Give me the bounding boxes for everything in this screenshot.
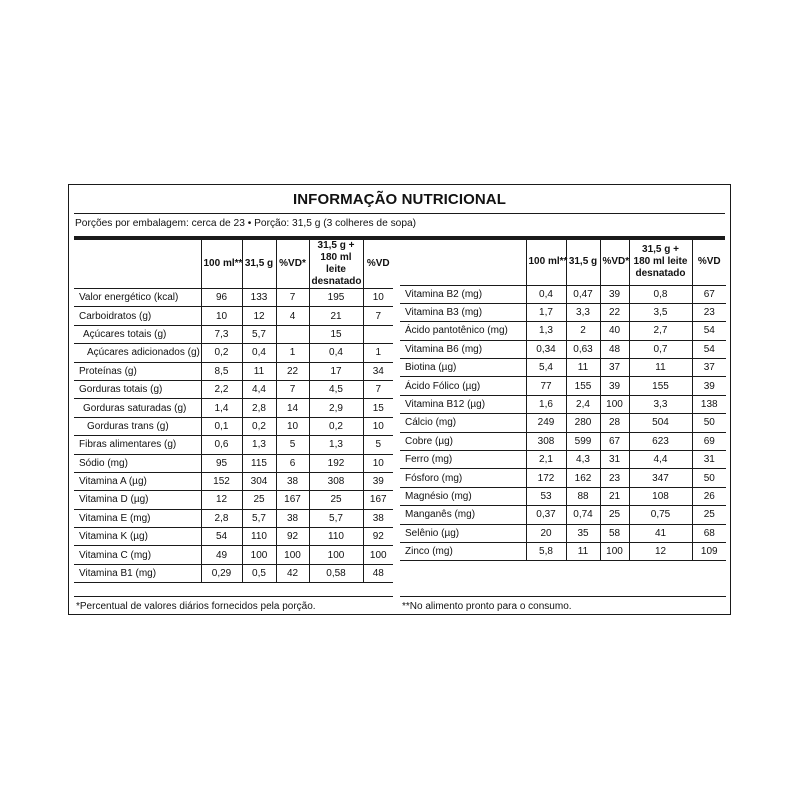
nutrient-value: 280 [566, 414, 600, 432]
table-row [400, 340, 726, 358]
nutrient-value: 34 [363, 362, 393, 380]
nutrient-label: Cobre (µg) [400, 432, 526, 450]
nutrient-value: 100 [242, 546, 276, 564]
nutrient-value: 95 [201, 454, 242, 472]
nutrient-value: 6 [276, 454, 309, 472]
nutrient-value: 31 [692, 451, 726, 469]
table-row [400, 395, 726, 413]
nutrient-value: 0,63 [566, 340, 600, 358]
nutrient-value: 0,47 [566, 285, 600, 303]
footnote-left: *Percentual de valores diários fornecidos pela porção. [76, 601, 316, 612]
table-row [74, 362, 393, 380]
nutrient-label: Vitamina E (mg) [74, 509, 201, 527]
nutrient-label: Biotina (µg) [400, 359, 526, 377]
nutrient-value: 21 [600, 487, 629, 505]
column-header [74, 240, 201, 289]
column-header: 31,5 g + 180 ml leite desnatado [309, 240, 363, 289]
nutrient-value: 100 [363, 546, 393, 564]
nutrient-value: 1,3 [242, 436, 276, 454]
nutrient-value: 11 [629, 359, 692, 377]
table-row [400, 451, 726, 469]
nutrient-value [276, 325, 309, 343]
nutrient-label: Açúcares totais (g) [74, 325, 201, 343]
nutrient-value: 100 [600, 542, 629, 560]
table-row [400, 285, 726, 303]
nutrient-label: Vitamina K (µg) [74, 528, 201, 546]
table-row [74, 307, 393, 325]
table-row [400, 506, 726, 524]
nutrient-value: 504 [629, 414, 692, 432]
nutrient-value: 25 [309, 491, 363, 509]
nutrient-value: 10 [363, 454, 393, 472]
nutrient-value: 25 [692, 506, 726, 524]
nutrient-label: Ácido pantotênico (mg) [400, 322, 526, 340]
table-row [74, 528, 393, 546]
nutrient-value: 25 [600, 506, 629, 524]
nutrient-value: 308 [526, 432, 566, 450]
nutrient-value: 69 [692, 432, 726, 450]
panel-title: INFORMAÇÃO NUTRICIONAL [292, 191, 506, 208]
nutrient-value: 138 [692, 395, 726, 413]
nutrient-value: 11 [566, 542, 600, 560]
nutrient-value: 23 [692, 303, 726, 321]
nutrient-value: 4,5 [309, 380, 363, 398]
nutrient-value: 162 [566, 469, 600, 487]
nutrient-value: 599 [566, 432, 600, 450]
nutrient-value: 2,9 [309, 399, 363, 417]
nutrient-label: Fibras alimentares (g) [74, 436, 201, 454]
nutrient-value: 67 [692, 285, 726, 303]
nutrient-value: 8,5 [201, 362, 242, 380]
nutrient-value: 2,2 [201, 380, 242, 398]
nutrient-value: 39 [600, 377, 629, 395]
nutrient-value: 68 [692, 524, 726, 542]
nutrient-label: Gorduras totais (g) [74, 380, 201, 398]
column-header: %VD [363, 240, 393, 289]
nutrient-label: Vitamina B2 (mg) [400, 285, 526, 303]
nutrient-value: 1,3 [309, 436, 363, 454]
nutrient-value: 304 [242, 472, 276, 490]
nutrient-value: 0,29 [201, 564, 242, 582]
nutrient-value: 0,2 [242, 417, 276, 435]
nutrient-label: Proteínas (g) [74, 362, 201, 380]
nutrient-value: 1 [363, 344, 393, 362]
nutrient-label: Gorduras trans (g) [74, 417, 201, 435]
nutrient-value: 37 [692, 359, 726, 377]
nutrient-value: 110 [309, 528, 363, 546]
column-header: 100 ml** [201, 240, 242, 289]
nutrient-value: 4 [276, 307, 309, 325]
nutrient-value: 623 [629, 432, 692, 450]
nutrient-value: 0,74 [566, 506, 600, 524]
nutrient-value: 0,58 [309, 564, 363, 582]
nutrient-value: 5,7 [242, 325, 276, 343]
table-row [74, 564, 393, 582]
nutrient-value: 11 [242, 362, 276, 380]
nutrient-label: Zinco (mg) [400, 542, 526, 560]
footnote-divider-right [400, 596, 726, 597]
nutrient-value: 100 [276, 546, 309, 564]
nutrient-label: Ferro (mg) [400, 451, 526, 469]
nutrient-value: 1,3 [526, 322, 566, 340]
nutrient-value: 31 [600, 451, 629, 469]
nutrient-value: 0,1 [201, 417, 242, 435]
nutrient-value: 39 [600, 285, 629, 303]
nutrient-value: 7 [363, 307, 393, 325]
nutrient-value: 15 [309, 325, 363, 343]
nutrient-value: 2 [566, 322, 600, 340]
nutrient-value: 4,3 [566, 451, 600, 469]
nutrient-value: 0,34 [526, 340, 566, 358]
table-row [400, 487, 726, 505]
nutrient-value: 167 [363, 491, 393, 509]
nutrient-value: 21 [309, 307, 363, 325]
nutrient-value: 22 [276, 362, 309, 380]
nutrient-value: 10 [276, 417, 309, 435]
nutrient-value: 88 [566, 487, 600, 505]
nutrient-value: 108 [629, 487, 692, 505]
nutrient-value: 35 [566, 524, 600, 542]
nutrient-value: 5,7 [309, 509, 363, 527]
nutrient-value: 15 [363, 399, 393, 417]
nutrient-value: 12 [629, 542, 692, 560]
nutrient-value: 0,4 [242, 344, 276, 362]
table-row [74, 509, 393, 527]
nutrient-value: 0,2 [309, 417, 363, 435]
column-header: 31,5 g + 180 ml leite desnatado [629, 240, 692, 285]
nutrient-value: 1,6 [526, 395, 566, 413]
nutrient-value: 17 [309, 362, 363, 380]
nutrient-value: 3,5 [629, 303, 692, 321]
nutrient-value: 37 [600, 359, 629, 377]
table-header-row [74, 240, 393, 289]
nutrient-value: 155 [629, 377, 692, 395]
nutrient-label: Gorduras saturadas (g) [74, 399, 201, 417]
nutrient-value: 96 [201, 289, 242, 307]
nutrient-value: 167 [276, 491, 309, 509]
nutrient-value: 110 [242, 528, 276, 546]
column-header: %VD* [276, 240, 309, 289]
nutrient-label: Carboidratos (g) [74, 307, 201, 325]
nutrient-value: 5 [363, 436, 393, 454]
nutrient-value: 155 [566, 377, 600, 395]
table-row [74, 491, 393, 509]
nutrient-value: 3,3 [629, 395, 692, 413]
nutrient-value: 10 [363, 289, 393, 307]
nutrient-value: 23 [600, 469, 629, 487]
nutrient-value: 7 [276, 289, 309, 307]
nutrient-value: 39 [363, 472, 393, 490]
nutrient-value: 100 [600, 395, 629, 413]
nutrient-value [363, 325, 393, 343]
nutrient-value: 39 [692, 377, 726, 395]
nutrient-label: Sódio (mg) [74, 454, 201, 472]
table-row [400, 322, 726, 340]
nutrient-value: 7 [363, 380, 393, 398]
table-row [74, 399, 393, 417]
table-row [400, 524, 726, 542]
nutrient-value: 92 [363, 528, 393, 546]
nutrient-label: Vitamina B12 (µg) [400, 395, 526, 413]
column-header: %VD* [600, 240, 629, 285]
nutrient-value: 109 [692, 542, 726, 560]
table-row [74, 325, 393, 343]
column-header: %VD [692, 240, 726, 285]
nutrient-value: 54 [201, 528, 242, 546]
nutrient-value: 0,37 [526, 506, 566, 524]
nutrient-value: 0,4 [309, 344, 363, 362]
nutrient-value: 53 [526, 487, 566, 505]
nutrient-value: 2,1 [526, 451, 566, 469]
nutrient-label: Vitamina D (µg) [74, 491, 201, 509]
nutrient-value: 100 [309, 546, 363, 564]
nutrient-value: 14 [276, 399, 309, 417]
table-row [400, 359, 726, 377]
nutrient-value: 38 [363, 509, 393, 527]
nutrient-value: 50 [692, 469, 726, 487]
table-row [74, 546, 393, 564]
nutrient-value: 195 [309, 289, 363, 307]
nutrient-value: 4,4 [629, 451, 692, 469]
nutrient-value: 2,4 [566, 395, 600, 413]
nutrient-value: 0,2 [201, 344, 242, 362]
nutrient-value: 40 [600, 322, 629, 340]
nutrient-label: Magnésio (mg) [400, 487, 526, 505]
nutrient-value: 28 [600, 414, 629, 432]
nutrient-value: 0,8 [629, 285, 692, 303]
footnote-right: **No alimento pronto para o consumo. [402, 601, 572, 612]
nutrient-label: Valor energético (kcal) [74, 289, 201, 307]
nutrient-value: 4,4 [242, 380, 276, 398]
nutrient-value: 5,7 [242, 509, 276, 527]
nutrition-facts-panel [68, 184, 731, 615]
nutrient-value: 0,7 [629, 340, 692, 358]
nutrient-value: 12 [201, 491, 242, 509]
nutrient-label: Vitamina C (mg) [74, 546, 201, 564]
nutrient-value: 50 [692, 414, 726, 432]
table-row [74, 436, 393, 454]
nutrient-value: 0,6 [201, 436, 242, 454]
nutrient-value: 115 [242, 454, 276, 472]
table-row [400, 542, 726, 560]
nutrient-value: 3,3 [566, 303, 600, 321]
nutrient-value: 5,4 [526, 359, 566, 377]
nutrient-value: 0,4 [526, 285, 566, 303]
nutrient-value: 92 [276, 528, 309, 546]
nutrient-value: 38 [276, 472, 309, 490]
nutrient-value: 2,8 [201, 509, 242, 527]
table-row [400, 432, 726, 450]
nutrient-value: 48 [363, 564, 393, 582]
nutrient-label: Cálcio (mg) [400, 414, 526, 432]
table-row [400, 414, 726, 432]
nutrient-label: Vitamina B1 (mg) [74, 564, 201, 582]
table-row [400, 377, 726, 395]
nutrient-value: 7,3 [201, 325, 242, 343]
table-row [74, 417, 393, 435]
nutrient-value: 22 [600, 303, 629, 321]
nutrient-label: Açúcares adicionados (g) [74, 344, 201, 362]
table-header-row [400, 240, 726, 285]
nutrient-value: 58 [600, 524, 629, 542]
nutrient-label: Vitamina A (µg) [74, 472, 201, 490]
column-header [400, 240, 526, 285]
nutrient-value: 192 [309, 454, 363, 472]
column-header: 31,5 g [566, 240, 600, 285]
nutrient-value: 49 [201, 546, 242, 564]
column-header: 31,5 g [242, 240, 276, 289]
nutrient-label: Ácido Fólico (µg) [400, 377, 526, 395]
nutrient-value: 10 [363, 417, 393, 435]
footnote-divider-left [74, 596, 393, 597]
nutrient-value: 11 [566, 359, 600, 377]
table-row [74, 472, 393, 490]
nutrient-value: 2,7 [629, 322, 692, 340]
table-row [74, 454, 393, 472]
nutrient-value: 41 [629, 524, 692, 542]
nutrition-table-right [400, 240, 726, 561]
nutrient-value: 20 [526, 524, 566, 542]
nutrient-value: 1,7 [526, 303, 566, 321]
nutrient-value: 308 [309, 472, 363, 490]
nutrient-label: Fósforo (mg) [400, 469, 526, 487]
nutrient-value: 26 [692, 487, 726, 505]
nutrient-value: 54 [692, 340, 726, 358]
nutrient-value: 0,75 [629, 506, 692, 524]
table-row [400, 303, 726, 321]
nutrient-label: Selênio (µg) [400, 524, 526, 542]
portion-info: Porções por embalagem: cerca de 23 • Porção: 31,5 g (3 colheres de sopa) [75, 218, 417, 229]
nutrient-value: 42 [276, 564, 309, 582]
nutrient-value: 249 [526, 414, 566, 432]
nutrient-value: 2,8 [242, 399, 276, 417]
nutrient-value: 77 [526, 377, 566, 395]
nutrient-value: 10 [201, 307, 242, 325]
nutrient-value: 133 [242, 289, 276, 307]
nutrient-value: 5 [276, 436, 309, 454]
nutrient-value: 48 [600, 340, 629, 358]
nutrient-value: 7 [276, 380, 309, 398]
table-row [400, 469, 726, 487]
nutrient-value: 152 [201, 472, 242, 490]
nutrient-value: 347 [629, 469, 692, 487]
nutrient-value: 0,5 [242, 564, 276, 582]
nutrient-value: 54 [692, 322, 726, 340]
nutrient-label: Vitamina B6 (mg) [400, 340, 526, 358]
nutrient-value: 38 [276, 509, 309, 527]
column-header: 100 ml** [526, 240, 566, 285]
nutrient-value: 1,4 [201, 399, 242, 417]
nutrient-label: Vitamina B3 (mg) [400, 303, 526, 321]
nutrition-table-left [74, 240, 393, 583]
nutrient-value: 1 [276, 344, 309, 362]
table-row [74, 380, 393, 398]
nutrient-value: 67 [600, 432, 629, 450]
nutrient-value: 12 [242, 307, 276, 325]
title-divider [74, 213, 725, 214]
table-row [74, 344, 393, 362]
nutrient-label: Manganês (mg) [400, 506, 526, 524]
nutrient-value: 5,8 [526, 542, 566, 560]
nutrient-value: 172 [526, 469, 566, 487]
nutrient-value: 25 [242, 491, 276, 509]
table-row [74, 289, 393, 307]
